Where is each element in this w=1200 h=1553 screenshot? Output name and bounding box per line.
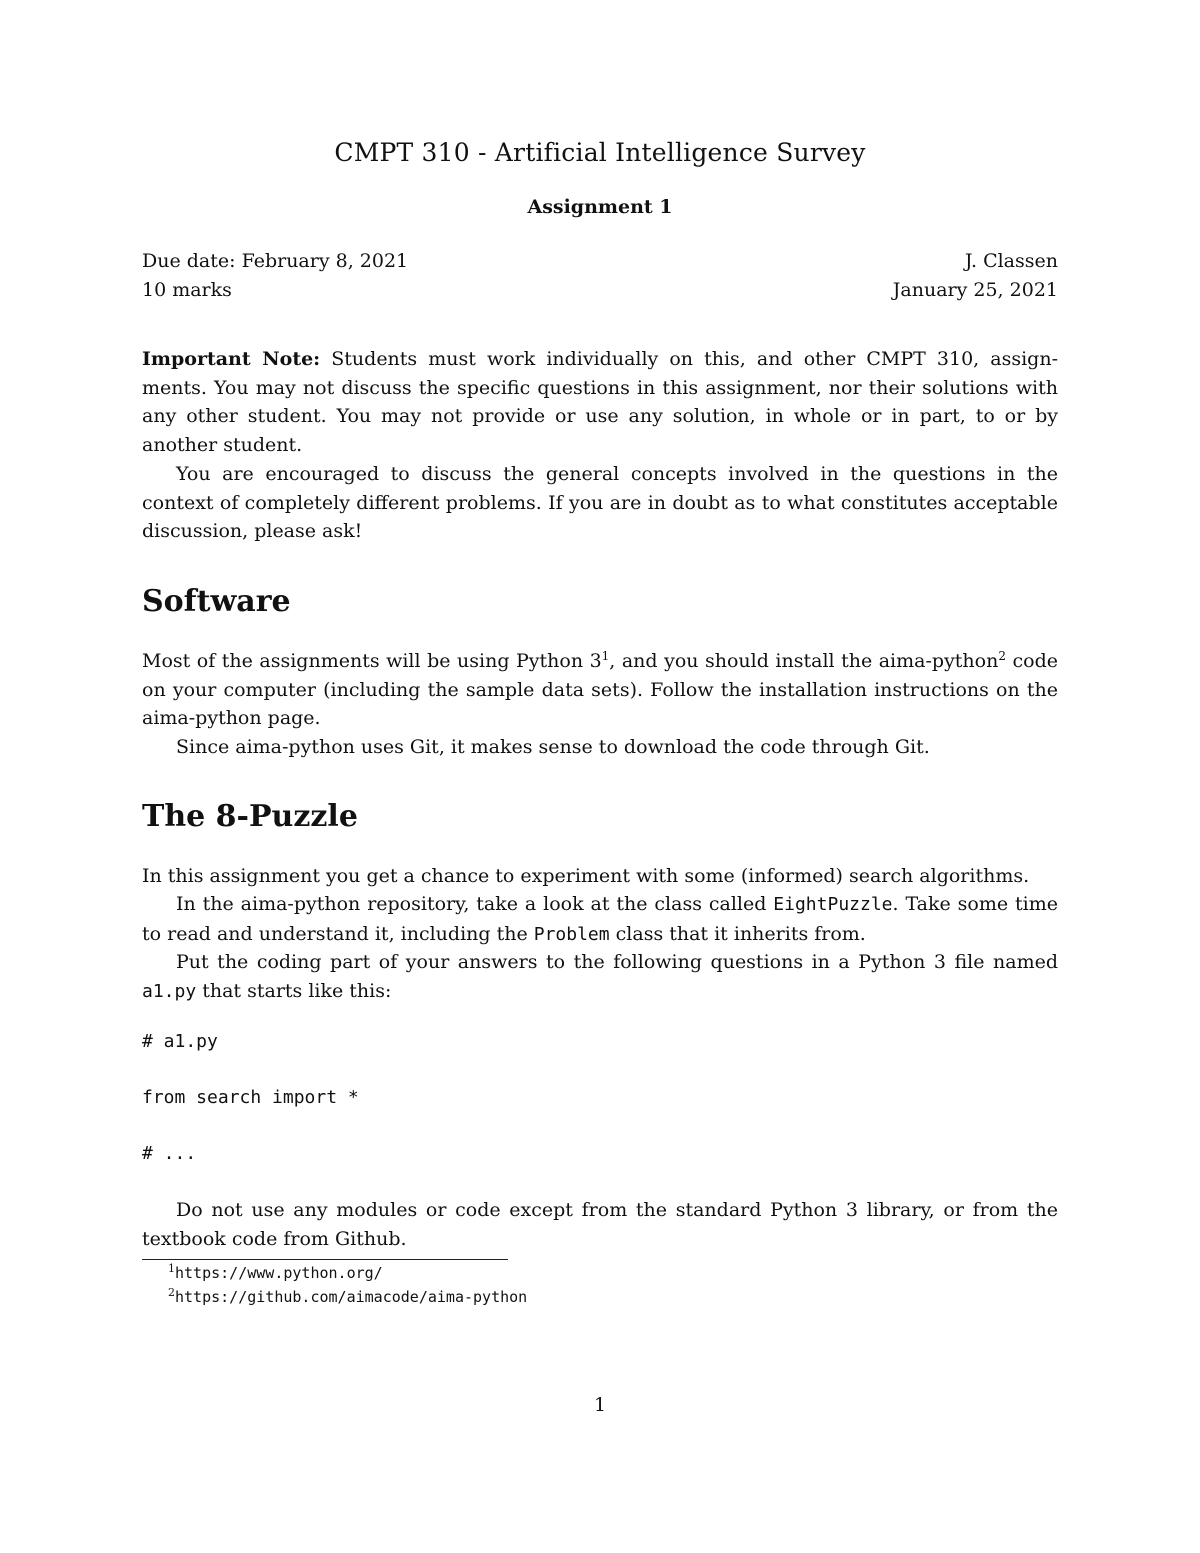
marks: 10 marks xyxy=(142,279,232,301)
footnote-link-2[interactable]: https://github.com/aimacode/aima-python xyxy=(175,1288,528,1306)
code-line-3: # ... xyxy=(142,1143,197,1164)
page-number: 1 xyxy=(593,1394,607,1416)
meta-row-due xyxy=(142,250,1058,272)
code-line-1: # a1.py xyxy=(142,1031,218,1052)
footnote-1 xyxy=(168,1264,383,1282)
software-text-a: Most of the assignments will be using Python 3 xyxy=(142,650,602,672)
meta-row-marks xyxy=(142,279,1058,301)
important-note-text: Students must work individually on this, and other CMPT 310, assign-ments. You may not discuss the specific questions in this assignment, nor their solutions with any other student. You may not provide or use any solution, in whole or in part, to or by another student. xyxy=(142,348,1059,457)
document-title: CMPT 310 - Artificial Intelligence Survey xyxy=(334,138,866,167)
footnote-ref-1: 1 xyxy=(601,649,610,663)
puzzle-file-text-b: that starts like this: xyxy=(196,979,392,1002)
code-problem: Problem xyxy=(533,923,610,945)
software-text-c: code on your computer (including the sample data sets). Follow the installation instructions on the aima-python page. xyxy=(142,650,1058,730)
section-heading-software: Software xyxy=(142,584,291,619)
puzzle-file-paragraph xyxy=(142,948,1058,1006)
code-line-2: from search import * xyxy=(142,1087,359,1108)
author: J. Classen xyxy=(964,250,1058,272)
code-a1py: a1.py xyxy=(142,980,197,1002)
footnote-rule xyxy=(142,1259,508,1260)
important-note-label: Important Note: xyxy=(142,348,321,370)
puzzle-class-text-a: In the aima-python repository, take a look at the class called xyxy=(176,893,774,915)
puzzle-intro-paragraph: In this assignment you get a chance to experiment with some (informed) search algorithms. xyxy=(142,865,1030,887)
section-heading-8-puzzle: The 8-Puzzle xyxy=(142,799,358,834)
modules-paragraph: Do not use any modules or code except from the standard Python 3 library, or from the textbook code from Github. xyxy=(142,1199,1058,1250)
issue-date: January 25, 2021 xyxy=(892,279,1058,301)
footnote-link-1[interactable]: https://www.python.org/ xyxy=(175,1264,383,1282)
code-eightpuzzle: EightPuzzle xyxy=(773,894,893,915)
software-text-b: , and you should install the aima-python xyxy=(609,650,999,672)
puzzle-class-text-b: . Take some time to read and understand it, including the xyxy=(142,893,1058,945)
puzzle-class-paragraph xyxy=(142,890,1058,949)
footnote-mark-2: 2 xyxy=(168,1286,175,1299)
footnote-ref-2: 2 xyxy=(998,649,1006,663)
puzzle-file-text-a: Put the coding part of your answers to the following questions in a Python 3 file named xyxy=(176,951,1058,973)
footnote-2 xyxy=(168,1288,527,1306)
important-note-paragraph xyxy=(142,345,1058,460)
footnote-mark-1: 1 xyxy=(168,1262,175,1275)
puzzle-class-text-c: class that it inherits from. xyxy=(609,922,866,945)
git-paragraph: Since aima-python uses Git, it makes sense to download the code through Git. xyxy=(176,736,930,758)
software-paragraph xyxy=(142,647,1058,733)
encouraged-paragraph: You are encouraged to discuss the general concepts involved in the questions in the context of completely different problems. If you are in doubt as to what constitutes acceptable discussion, please ask! xyxy=(142,463,1058,543)
due-date: Due date: February 8, 2021 xyxy=(142,250,409,272)
assignment-subtitle: Assignment 1 xyxy=(527,196,673,218)
